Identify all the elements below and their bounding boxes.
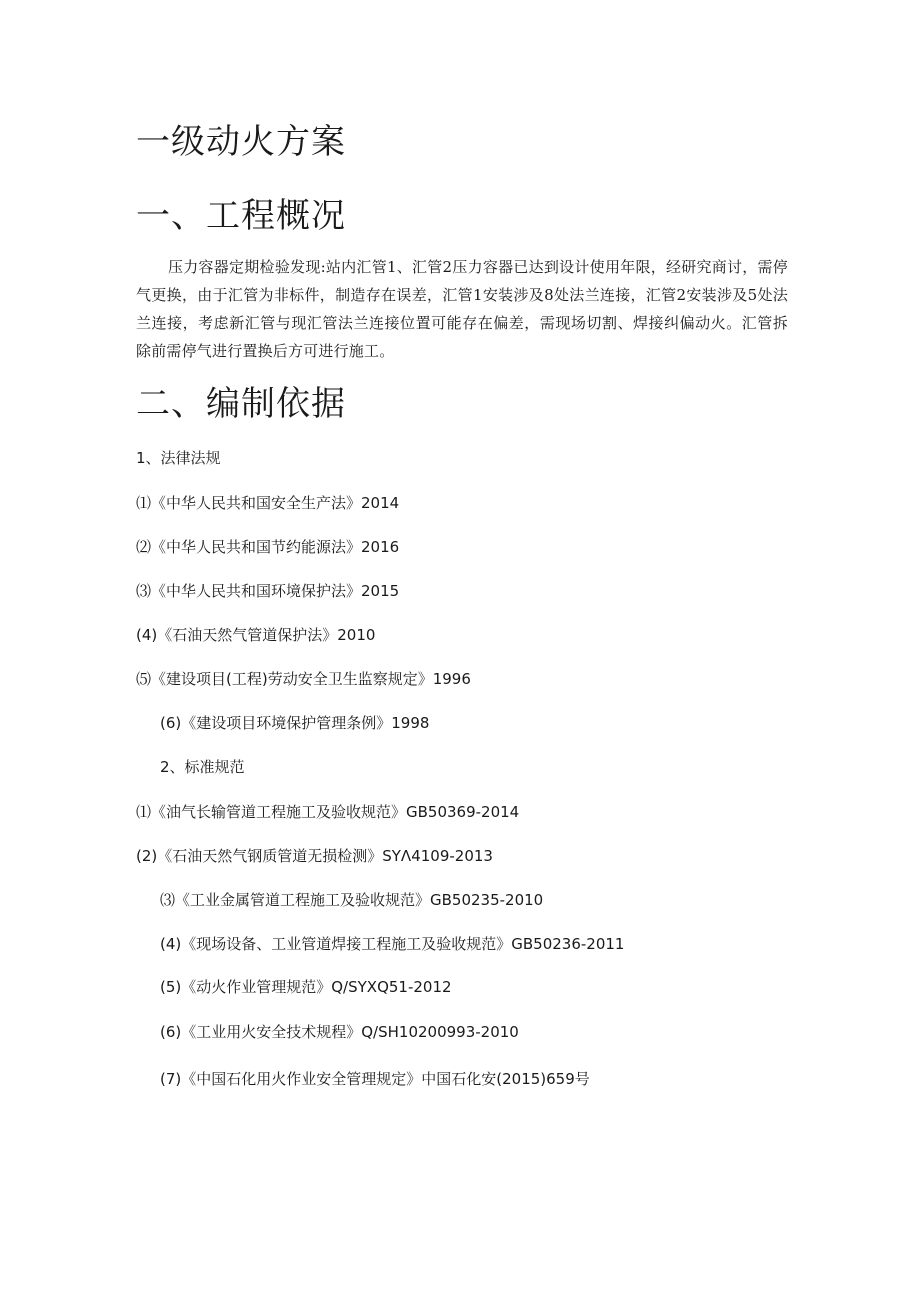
document-title: 一级动火方案 <box>136 122 346 162</box>
law-item: ⑵《中华人民共和国节约能源法》2016 <box>136 538 400 556</box>
section-heading-overview: 一、工程概况 <box>136 196 346 236</box>
standard-item: ⑴《油气长输管道工程施工及验收规范》GB50369-2014 <box>136 803 520 821</box>
standard-item: (6)《工业用火安全技术规程》Q/SH10200993-2010 <box>160 1023 519 1041</box>
standard-item: (4)《现场设备、工业管道焊接工程施工及验收规范》GB50236-2011 <box>160 935 625 953</box>
law-item: ⑴《中华人民共和国安全生产法》2014 <box>136 494 400 512</box>
law-item: (4)《石油天然气管道保护法》2010 <box>136 626 376 644</box>
overview-paragraph: 压力容器定期检验发现:站内汇管1、汇管2压力容器已达到设计使用年限，经研究商讨，需停气更换，由于汇管为非标件，制造存在误差，汇管1安装涉及8处法兰连接，汇管2安装涉及5处法兰连接，考虑新汇管与现汇管法兰连接位置可能存在偏差，需现场切割、焊接纠偏动火。汇管拆除前需停气进行置换后方可进行施工。 <box>136 258 788 360</box>
standard-item: (7)《中国石化用火作业安全管理规定》中国石化安(2015)659号 <box>160 1070 590 1088</box>
section-heading-basis: 二、编制依据 <box>136 384 346 424</box>
laws-label: 1、法律法规 <box>136 449 221 467</box>
standard-item: (2)《石油天然气钢质管道无损检测》SYΛ4109-2013 <box>136 847 493 865</box>
law-item: ⑸《建设项目(工程)劳动安全卫生监察规定》1996 <box>136 670 471 688</box>
standards-label: 2、标准规范 <box>160 758 245 776</box>
standard-item: (5)《动火作业管理规范》Q/SYXQ51-2012 <box>160 978 452 996</box>
law-item: (6)《建设项目环境保护管理条例》1998 <box>160 714 430 732</box>
standard-item: ⑶《工业金属管道工程施工及验收规范》GB50235-2010 <box>160 891 544 909</box>
law-item: ⑶《中华人民共和国环境保护法》2015 <box>136 582 400 600</box>
